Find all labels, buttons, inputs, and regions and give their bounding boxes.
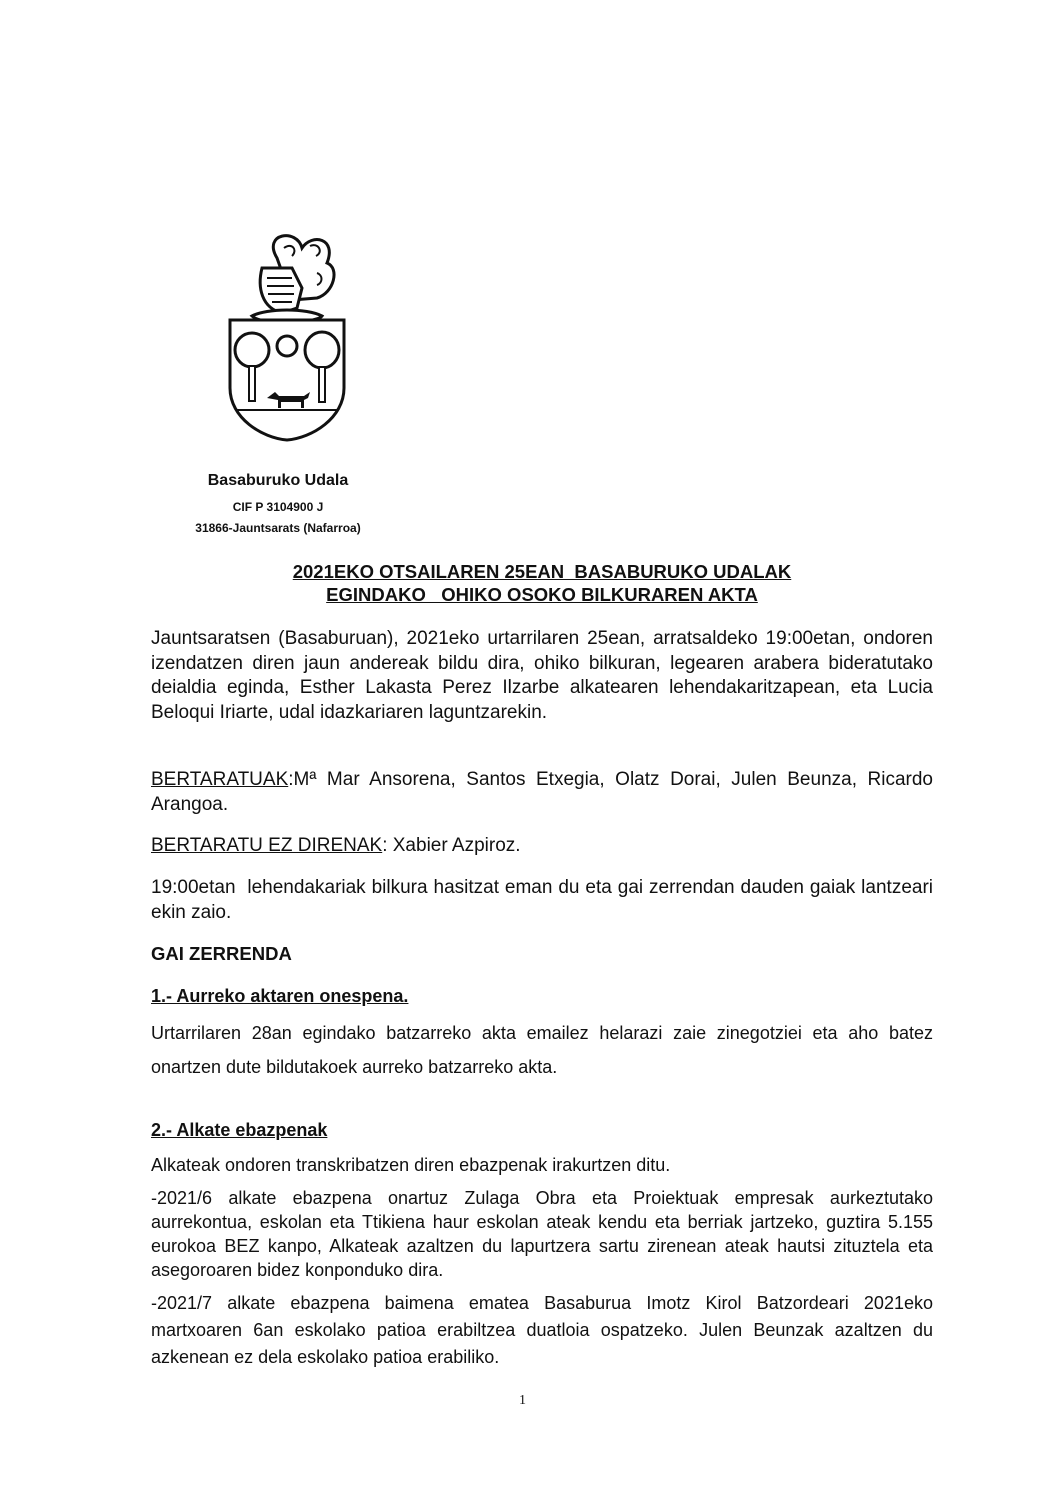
document-title (150, 560, 934, 606)
absent-label: BERTARATU EZ DIRENAK (151, 835, 383, 856)
intro-paragraph: Jauntsaratsen (Basaburuan), 2021eko urtarrilaren 25ean, arratsaldeko 19:00etan, ondoren izendatzen diren jaun andereak bildu dira, ohiko bilkuran, legearen arabera bideratutako deialdia eginda, Esther Lakasta Perez Ilzarbe alkatearen lehendakaritzapean, eta Lucia Beloqui Iriarte, udal idazkariaren laguntzarekin. (151, 628, 933, 723)
absent-list: : Xabier Azpiroz. (382, 835, 521, 856)
resolution-2021-7: -2021/7 alkate ebazpena baimena ematea Basaburua Imotz Kirol Batzordeari 2021eko martxoaren 6an eskolako patioa erabiltzea duatloia ospatzeko. Julen Beunzak azaltzen du azkenean ez dela eskolako patioa erabiliko. (151, 1293, 933, 1367)
attendees-paragraph (151, 768, 933, 817)
resolution-2021-6: -2021/6 alkate ebazpena onartuz Zulaga Obra eta Proiektuak empresak aurkeztutako aurrekontua, eskolan eta Ttikiena haur eskolan ateak kendu eta berriak jartzeko, guztira 5.155 eurokoa BEZ kanpo, Alkateak azaltzen du lapurtzera sartu zirenean ateak hautsi zituztela eta asegoroaren bidez konponduko dira. (151, 1188, 944, 1280)
title-line-1: 2021EKO OTSAILAREN 25EAN BASABURUKO UDALAK (292, 561, 792, 582)
item-1-paragraph: Urtarrilaren 28an egindako batzarreko akta emailez helarazi zaie zinegotziei eta aho batez onartzen dute bildutakoek aurreko batzarreko akta. (151, 1023, 933, 1077)
page-number: 1 (519, 1393, 526, 1408)
absent-paragraph (151, 834, 933, 859)
attendees-list: :Mª Mar Ansorena, Santos Etxegia, Olatz Dorai, Julen Beunza, Ricardo Arangoa. (151, 769, 933, 815)
item-2-intro: Alkateak ondoren transkribatzen diren ebazpenak irakurtzen ditu. (151, 1155, 671, 1175)
organization-cif: CIF P 3104900 J (232, 500, 324, 514)
organization-name: Basaburuko Udala (207, 472, 349, 489)
title-line-2: EGINDAKO OHIKO OSOKO BILKURAREN AKTA (326, 584, 758, 605)
organization-address: 31866-Jauntsarats (Nafarroa) (195, 521, 361, 535)
attendees-label: BERTARATUAK (151, 769, 289, 790)
coat-of-arms-icon (222, 228, 352, 443)
start-paragraph: 19:00etan lehendakariak bilkura hasitzat eman du eta gai zerrendan dauden gaiak lantzeari ekin zaio. (151, 877, 939, 923)
item-2-heading: 2.- Alkate ebazpenak (151, 1120, 328, 1140)
item-1-heading: 1.- Aurreko aktaren onespena. (151, 986, 409, 1006)
agenda-heading: GAI ZERRENDA (151, 943, 292, 964)
